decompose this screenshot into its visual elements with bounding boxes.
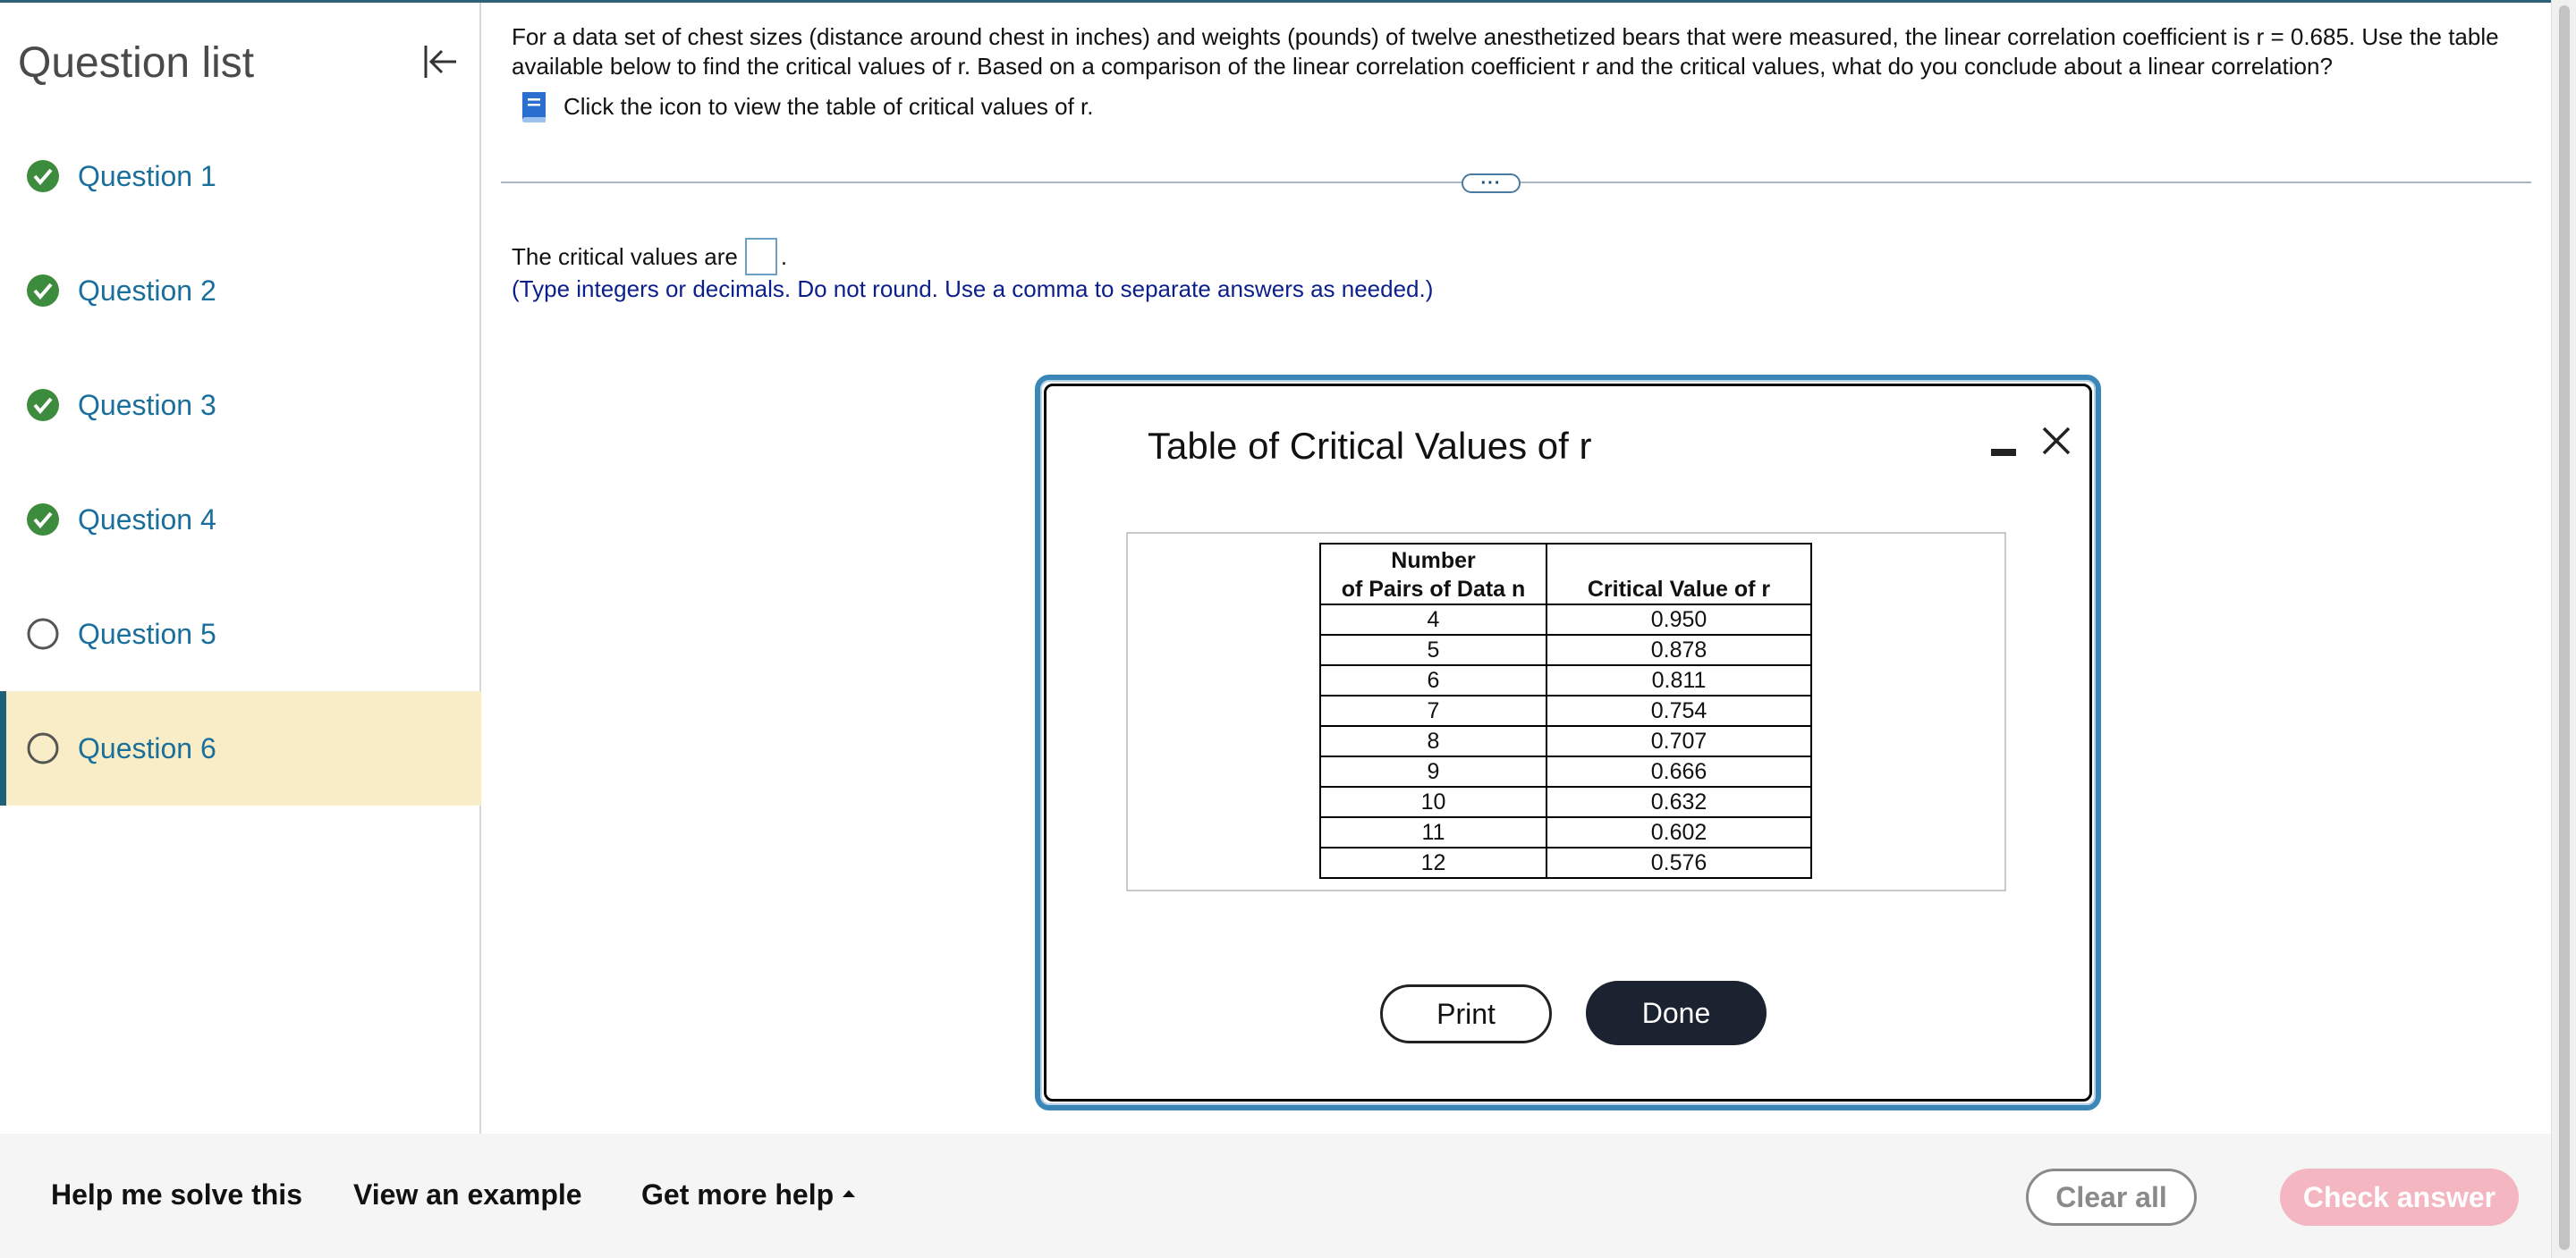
get-more-help-label: Get more help [641, 1178, 835, 1211]
table-row [1320, 635, 1811, 665]
table-cell-r: 0.666 [1546, 756, 1811, 787]
sidebar-item-question-5[interactable] [0, 577, 481, 691]
table-header-row [1320, 544, 1811, 604]
table-row [1320, 787, 1811, 817]
table-row [1320, 756, 1811, 787]
sidebar-item-label: Question 5 [78, 617, 216, 650]
check-circle-icon [25, 158, 61, 194]
empty-circle-icon [25, 730, 61, 766]
get-more-help-button[interactable] [641, 1178, 855, 1212]
table-cell-n: 10 [1320, 787, 1546, 817]
table-cell-r: 0.754 [1546, 696, 1811, 726]
clear-all-button[interactable]: Clear all [2026, 1169, 2197, 1226]
check-circle-icon [25, 502, 61, 537]
table-cell-n: 4 [1320, 604, 1546, 635]
table-row [1320, 696, 1811, 726]
minimize-button[interactable] [1984, 426, 2023, 466]
sidebar-item-label: Question 3 [78, 388, 216, 421]
sidebar-item-label: Question 1 [78, 159, 216, 192]
table-cell-r: 0.878 [1546, 635, 1811, 665]
table-frame [1126, 532, 2006, 891]
done-button[interactable]: Done [1586, 981, 1767, 1045]
sidebar-item-question-2[interactable] [0, 233, 481, 348]
table-cell-n: 9 [1320, 756, 1546, 787]
column-header-r: Critical Value of r [1546, 544, 1811, 604]
vertical-scrollbar[interactable] [2551, 0, 2576, 1258]
table-row [1320, 726, 1811, 756]
table-cell-r: 0.707 [1546, 726, 1811, 756]
answer-line [512, 238, 787, 275]
sidebar-item-question-6[interactable] [0, 691, 481, 806]
table-cell-r: 0.576 [1546, 848, 1811, 878]
table-cell-n: 12 [1320, 848, 1546, 878]
view-example-button[interactable]: View an example [353, 1178, 582, 1211]
table-row [1320, 817, 1811, 848]
table-cell-r: 0.811 [1546, 665, 1811, 696]
critical-values-table-link[interactable] [515, 89, 1094, 124]
scrollbar-thumb[interactable] [2559, 5, 2570, 1250]
table-cell-r: 0.950 [1546, 604, 1811, 635]
close-icon [2040, 425, 2072, 457]
answer-hint: (Type integers or decimals. Do not round. Use a comma to separate answers as needed.) [512, 275, 1434, 302]
critical-values-input[interactable] [745, 238, 777, 275]
footer-toolbar [0, 1134, 2551, 1258]
sidebar-item-question-3[interactable] [0, 348, 481, 462]
book-icon[interactable] [515, 89, 551, 124]
critical-values-dialog [1035, 375, 2101, 1110]
sidebar-item-question-4[interactable] [0, 462, 481, 577]
caret-up-icon [843, 1190, 855, 1197]
help-me-solve-button[interactable]: Help me solve this [51, 1178, 302, 1211]
table-cell-r: 0.632 [1546, 787, 1811, 817]
question-list-sidebar [0, 3, 481, 1134]
sidebar-item-question-1[interactable] [0, 119, 481, 233]
print-button[interactable]: Print [1380, 984, 1552, 1043]
table-cell-n: 6 [1320, 665, 1546, 696]
minimize-icon [1991, 449, 2016, 456]
table-cell-r: 0.602 [1546, 817, 1811, 848]
table-cell-n: 7 [1320, 696, 1546, 726]
table-row [1320, 665, 1811, 696]
sidebar-item-label: Question 4 [78, 502, 216, 536]
table-row [1320, 848, 1811, 878]
table-cell-n: 8 [1320, 726, 1546, 756]
answer-suffix: . [780, 242, 788, 270]
empty-circle-icon [25, 616, 61, 652]
table-row [1320, 604, 1811, 635]
check-circle-icon [25, 387, 61, 423]
collapse-left-icon [420, 42, 460, 81]
sidebar-item-label: Question 6 [78, 731, 216, 764]
answer-prefix: The critical values are [512, 242, 738, 270]
question-text: For a data set of chest sizes (distance around chest in inches) and weights (pounds) of twelve anesthetized bears that were measured, the linear correlation coefficient is r = 0.685. Use the table available below to find the critical values of r. Based on a comparison of the linear correlation coefficient r and the critical values, what do you conclude about a linear correlation? [512, 23, 2499, 80]
critical-values-table [1319, 543, 1812, 879]
collapse-sidebar-button[interactable] [417, 38, 463, 85]
table-cell-n: 5 [1320, 635, 1546, 665]
more-dots-icon: ··· [1480, 173, 1502, 193]
check-circle-icon [25, 273, 61, 308]
check-answer-button[interactable]: Check answer [2280, 1169, 2519, 1226]
column-header-n: Number of Pairs of Data n [1320, 544, 1546, 604]
icon-link-text: Click the icon to view the table of critical values of r. [564, 92, 1094, 120]
table-cell-n: 11 [1320, 817, 1546, 848]
close-button[interactable] [2033, 418, 2080, 464]
dialog-title: Table of Critical Values of r [1148, 425, 1592, 467]
sidebar-item-label: Question 2 [78, 274, 216, 307]
divider-expand-handle[interactable] [1462, 173, 1521, 193]
sidebar-title: Question list [18, 39, 255, 87]
